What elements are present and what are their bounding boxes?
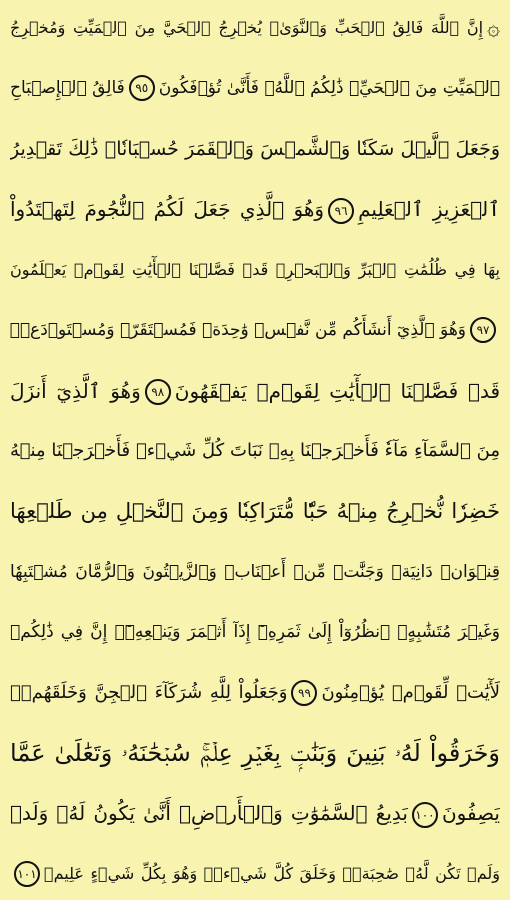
verse-text: فَالِقُ ٱلۡإِصۡبَاحِ bbox=[10, 78, 125, 99]
verse-line bbox=[10, 854, 500, 894]
verse-text: يَصِفُونَ bbox=[441, 801, 500, 826]
verse-text: بِهَا فِي ظُلُمَٰتِ ٱلۡبَرِّ وَٱلۡبَحۡرِۗ قَدۡ فَصَّلۡنَا ٱلۡأٓيَٰتِ لِقَوۡمٖ يَعۡلَمُونَ bbox=[10, 259, 500, 279]
verse-line bbox=[10, 189, 500, 229]
verse-line bbox=[10, 431, 500, 471]
verse-text: ٱلۡمَيِّتِ مِنَ ٱلۡحَيِّۚ ذَٰلِكُمُ ٱللَّهُۖ فَأَنَّىٰ تُؤۡفَكُونَ bbox=[158, 78, 500, 99]
verse-text: لَأٓيَٰتٖ لِّقَوۡمٖ يُؤۡمِنُونَ bbox=[321, 681, 500, 703]
verse-text: وَجَعَلُواْ لِلَّهِ شُرَكَآءَ ٱلۡجِنَّ وَخَلَقَهُمۡۖ bbox=[10, 681, 288, 703]
verse-line bbox=[10, 673, 500, 713]
verse-line bbox=[10, 250, 500, 290]
verse-line bbox=[10, 129, 500, 169]
verse-line bbox=[10, 8, 500, 48]
verse-text: وَهُوَ ٱلَّذِيٓ أَنشَأَكُم مِّن نَّفۡسٖ وَٰحِدَةٖ فَمُسۡتَقَرّٞ وَمُسۡتَوۡدَعٞۗ bbox=[10, 320, 466, 341]
verse-text: قِنۡوَانٞ دَانِيَةٞ وَجَنَّٰتٖ مِّنۡ أَعۡنَابٖ وَٱلزَّيۡتُونَ وَٱلرُّمَّانَ مُشۡتَبِهٗا bbox=[10, 561, 500, 582]
verse-text: خَضِرٗا نُّخۡرِجُ مِنۡهُ حَبّٗا مُّتَرَاكِبٗا وَمِنَ ٱلنَّخۡلِ مِن طَلۡعِهَا bbox=[10, 499, 500, 524]
verse-text: وَهُوَ ٱلَّذِيٓ أَنزَلَ bbox=[10, 378, 141, 403]
verse-text: مِنَ ٱلسَّمَآءِ مَآءٗ فَأَخۡرَجۡنَا بِهِۦ نَبَاتَ كُلِّ شَيۡءٖ فَأَخۡرَجۡنَا مِنۡهُ bbox=[10, 439, 500, 461]
ayah-number-marker: ٩٩ bbox=[291, 680, 317, 706]
ayah-number-marker: ٩٨ bbox=[145, 379, 171, 405]
verse-text: بَدِيعُ ٱلسَّمَٰوَٰتِ وَٱلۡأَرۡضِۖ أَنَّىٰ يَكُونُ لَهُۥ وَلَدٞ bbox=[10, 801, 408, 826]
verse-text: وَهُوَ ٱلَّذِي جَعَلَ لَكُمُ ٱلنُّجُومَ لِتَهۡتَدُواْ bbox=[10, 197, 325, 222]
rub-el-hizb-icon: ۞ bbox=[487, 15, 500, 41]
ayah-number-marker: ٩٥ bbox=[129, 75, 155, 101]
verse-text: وَجَعَلَ ٱلَّيۡلَ سَكَنٗا وَٱلشَّمۡسَ وَٱلۡقَمَرَ حُسۡبَانٗاۚ ذَٰلِكَ تَقۡدِيرُ bbox=[10, 137, 500, 160]
ayah-number-marker: ٩٧ bbox=[470, 317, 496, 343]
verse-text: وَلَمۡ تَكُن لَّهُۥ صَٰحِبَةٞۖ وَخَلَقَ كُلَّ شَيۡءٖۖ وَهُوَ بِكُلِّ شَيۡءٍ عَلِيمٞ bbox=[44, 863, 500, 883]
verse-text: قَدۡ فَصَّلۡنَا ٱلۡأٓيَٰتِ لِقَوۡمٖ يَفۡقَهُونَ bbox=[174, 378, 500, 403]
verse-line bbox=[10, 371, 500, 411]
ayah-number-marker: ١٠٠ bbox=[412, 802, 438, 828]
verse-line bbox=[10, 68, 500, 108]
ayah-number-marker: ١٠١ bbox=[14, 861, 40, 887]
verse-line bbox=[10, 733, 500, 773]
verse-line bbox=[10, 793, 500, 833]
verse-text: وَخَرَقُواْ لَهُۥ بَنِينَ وَبَنَٰتِۭ بِغَيۡرِ عِلۡمٖۚ سُبۡحَٰنَهُۥ وَتَعَٰلَىٰ عَمَّا bbox=[10, 739, 500, 768]
verse-text: إِنَّ ٱللَّهَ فَالِقُ ٱلۡحَبِّ وَٱلنَّوَىٰۖ يُخۡرِجُ ٱلۡحَيَّ مِنَ ٱلۡمَيِّتِ وَمُخۡرِجُ bbox=[10, 18, 484, 37]
verse-line bbox=[10, 552, 500, 592]
verse-text: ٱلۡعَزِيزِ ٱلۡعَلِيمِ bbox=[358, 197, 500, 222]
verse-text: وَغَيۡرَ مُتَشَٰبِهٍۗ ٱنظُرُوٓاْ إِلَىٰ ثَمَرِهِۦٓ إِذَآ أَثۡمَرَ وَيَنۡعِهِۦٓۚ إِنَّ فِي ذَٰلِكُمۡ bbox=[10, 622, 500, 643]
verse-line bbox=[10, 612, 500, 652]
verse-line bbox=[10, 491, 500, 531]
ayah-number-marker: ٩٦ bbox=[328, 198, 354, 224]
verse-line bbox=[10, 310, 500, 350]
